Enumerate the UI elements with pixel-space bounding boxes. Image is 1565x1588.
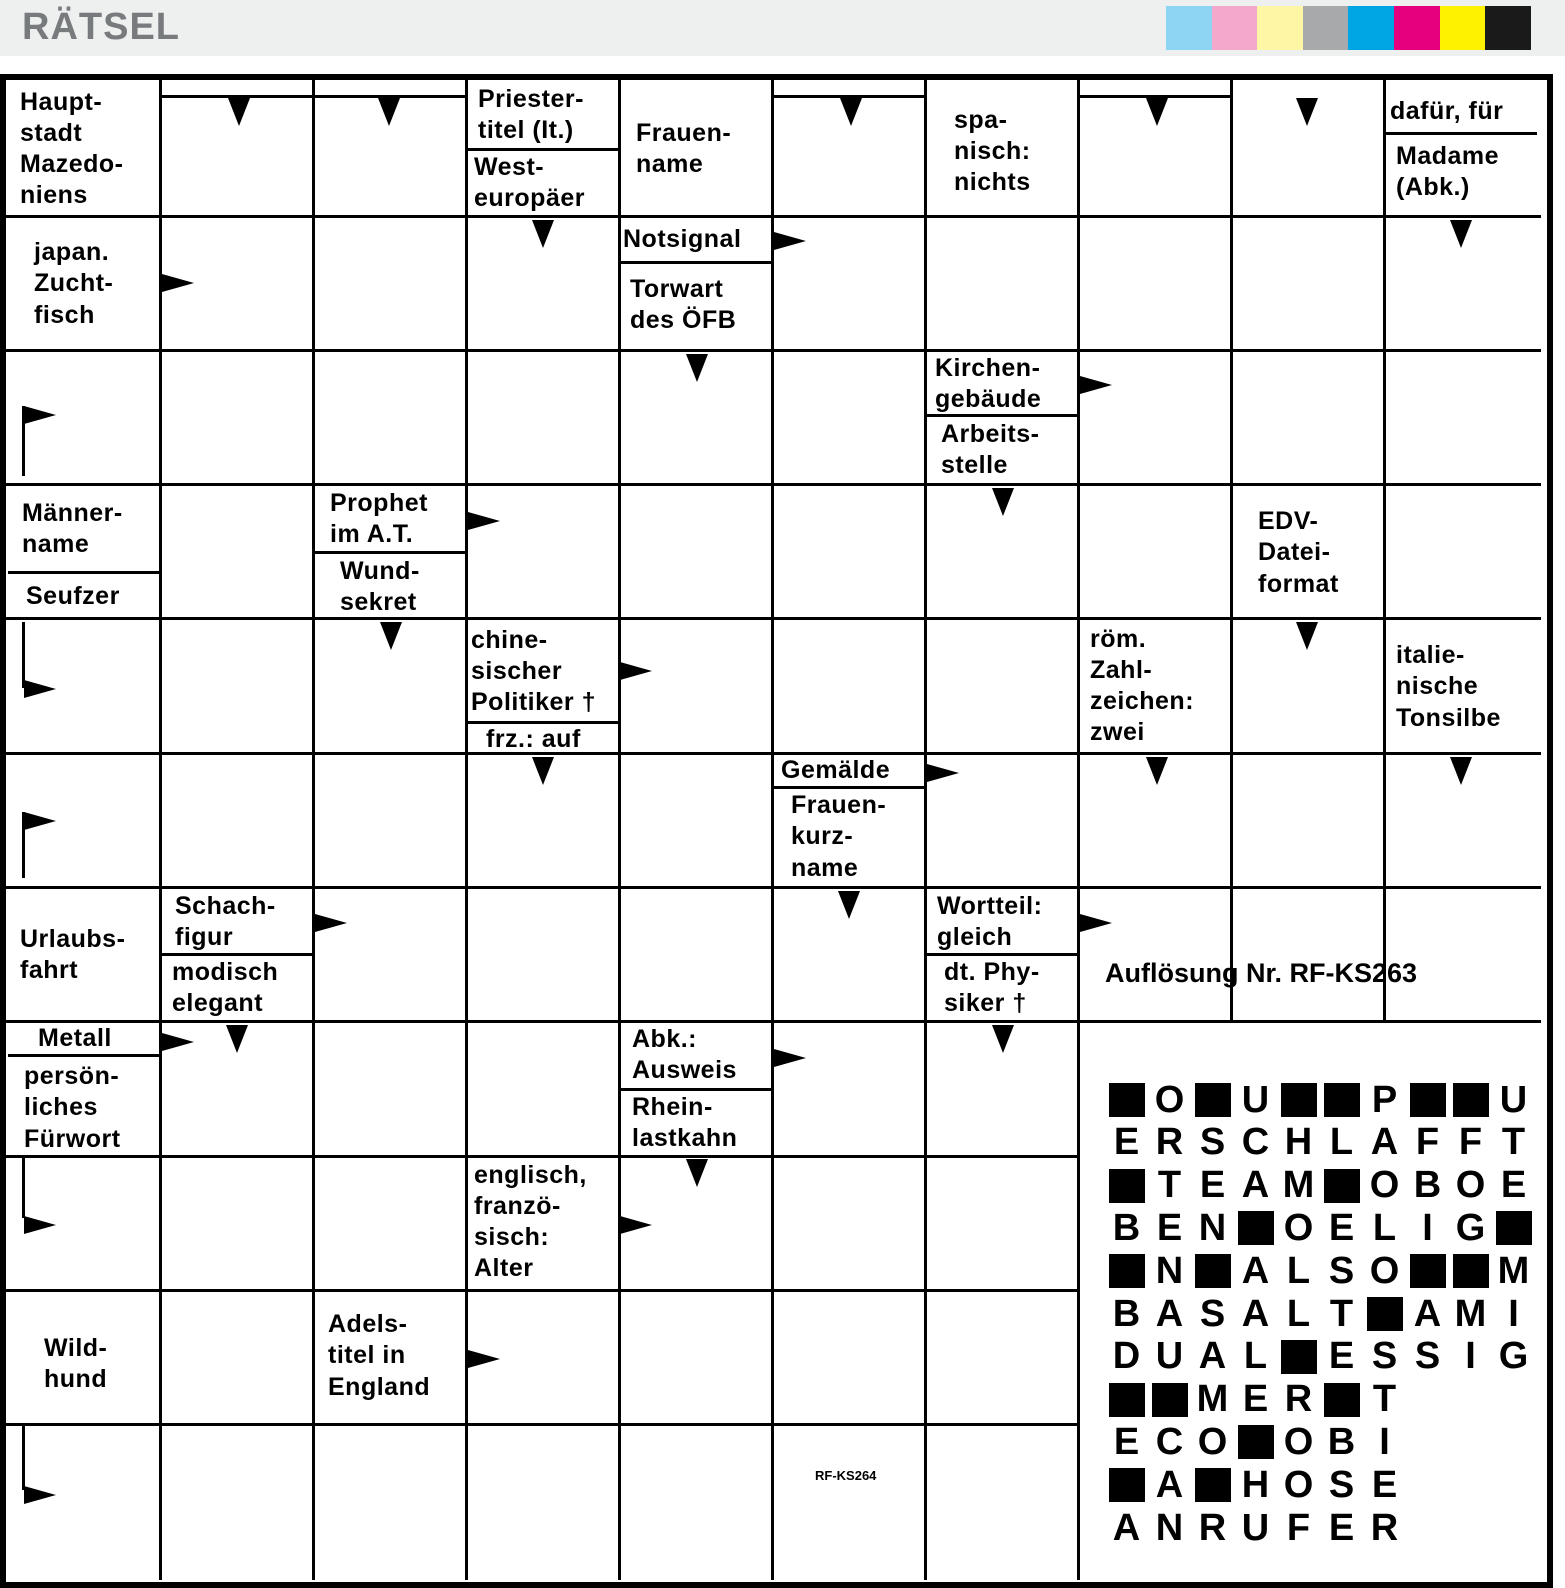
clue-schachfigur: Schach- figur: [175, 891, 276, 951]
solution-letter: U: [1241, 1506, 1270, 1549]
arrow-right-icon: [927, 764, 959, 782]
arrow-down-icon: [1146, 98, 1168, 126]
clue-kirchengebaeude: Kirchen- gebäude: [935, 353, 1042, 413]
arrow-right-icon: [468, 1350, 500, 1368]
solution-letter: O: [1369, 1249, 1400, 1292]
solution-letter: N: [1155, 1506, 1184, 1549]
clue-frz_auf: frz.: auf: [486, 725, 581, 754]
page-title: RÄTSEL: [22, 6, 180, 48]
solution-letter: P: [1371, 1078, 1398, 1121]
solution-letter: E: [1500, 1164, 1527, 1207]
solution-letter: S: [1199, 1121, 1226, 1164]
solution-letter: L: [1329, 1121, 1354, 1164]
grid-line: [619, 1088, 772, 1091]
solution-letter: M: [1196, 1378, 1229, 1421]
solution-letter: A: [1413, 1292, 1442, 1335]
grid-line: [0, 1289, 1078, 1292]
clue-physiker: dt. Phy- siker †: [944, 957, 1040, 1017]
solution-letter: R: [1370, 1506, 1399, 1549]
arrow-down-icon: [1296, 622, 1318, 650]
arrow-right-icon: [774, 232, 806, 250]
solution-letter: A: [1241, 1292, 1270, 1335]
solution-block: [1148, 1380, 1191, 1420]
solution-row: [1105, 1508, 1406, 1548]
solution-letter: N: [1198, 1206, 1227, 1249]
clue-chinesischer: chine- sischer Politiker †: [471, 625, 596, 717]
solution-letter: H: [1241, 1463, 1270, 1506]
clue-spanisch: spa- nisch: nichts: [954, 105, 1031, 197]
arrow-down-icon: [1450, 757, 1472, 785]
solution-row: [1105, 1123, 1535, 1163]
clue-dafuer: dafür, für: [1390, 97, 1504, 126]
grid-line: [0, 1423, 1078, 1426]
solution-letter: A: [1155, 1463, 1184, 1506]
solution-letter: E: [1328, 1335, 1355, 1378]
solution-block: [1105, 1166, 1148, 1206]
color-swatch: [1485, 6, 1531, 50]
arrow-right-icon: [774, 1049, 806, 1067]
solution-letter: S: [1199, 1292, 1226, 1335]
solution-block: [1277, 1337, 1320, 1377]
clue-torwart: Torwart des ÖFB: [630, 274, 737, 334]
arrow-down-icon: [686, 354, 708, 382]
clue-wildhund: Wild- hund: [44, 1333, 108, 1393]
grid-line: [466, 148, 619, 151]
arrow-right-icon: [1080, 376, 1112, 394]
solution-letter: F: [1458, 1121, 1483, 1164]
arrow-right-icon: [620, 662, 652, 680]
solution-row: [1105, 1251, 1535, 1291]
clue-fuerwort: persön- liches Fürwort: [24, 1062, 121, 1153]
color-calibration-bar: [1166, 6, 1531, 50]
clue-metall: Metall: [38, 1024, 112, 1053]
grid-line: [0, 1020, 1541, 1023]
solution-letter: C: [1155, 1420, 1184, 1463]
solution-block: [1191, 1251, 1234, 1291]
solution-row: [1105, 1080, 1535, 1120]
solution-block: [1320, 1380, 1363, 1420]
clue-madame: Madame (Abk.): [1396, 141, 1500, 201]
solution-block: [1105, 1380, 1148, 1420]
solution-letter: L: [1286, 1249, 1311, 1292]
solution-block: [1320, 1080, 1363, 1120]
color-swatch: [1166, 6, 1212, 50]
solution-block: [1105, 1251, 1148, 1291]
color-swatch: [1348, 6, 1394, 50]
solution-letter: S: [1371, 1335, 1398, 1378]
arrow-right-icon: [620, 1216, 652, 1234]
arrow-right-icon: [162, 1033, 194, 1051]
solution-letter: A: [1241, 1249, 1270, 1292]
arrow-right-icon: [24, 406, 56, 424]
arrow-right-icon: [24, 812, 56, 830]
solution-letter: M: [1282, 1164, 1315, 1207]
grid-line: [618, 74, 621, 1580]
solution-row: [1105, 1337, 1535, 1377]
clue-ausweis: Abk.: Ausweis: [632, 1024, 737, 1084]
solution-letter: E: [1113, 1121, 1140, 1164]
solution-letter: L: [1243, 1335, 1268, 1378]
arrow-right-icon: [24, 680, 56, 698]
solution-block: [1449, 1251, 1492, 1291]
solution-letter: T: [1157, 1164, 1182, 1207]
solution-letter: U: [1499, 1078, 1528, 1121]
solution-letter: O: [1283, 1206, 1314, 1249]
arrow-down-icon: [1146, 757, 1168, 785]
solution-letter: F: [1415, 1121, 1440, 1164]
clue-wortteil: Wortteil: gleich: [937, 891, 1043, 951]
solution-letter: E: [1113, 1420, 1140, 1463]
grid-line: [1384, 132, 1537, 135]
solution-block: [1234, 1422, 1277, 1462]
arrow-stem: [22, 1424, 25, 1490]
grid-line: [0, 886, 1541, 889]
clue-edv: EDV- Datei- format: [1258, 507, 1339, 598]
solution-letter: E: [1156, 1206, 1183, 1249]
solution-letter: O: [1283, 1420, 1314, 1463]
solution-letter: D: [1112, 1335, 1141, 1378]
solution-letter: B: [1112, 1206, 1141, 1249]
grid-line: [1077, 74, 1080, 1580]
arrow-down-icon: [226, 1025, 248, 1053]
solution-letter: C: [1241, 1121, 1270, 1164]
solution-block: [1191, 1080, 1234, 1120]
clue-maennername: Männer- name: [22, 498, 123, 558]
solution-row: [1105, 1294, 1535, 1334]
solution-letter: A: [1155, 1292, 1184, 1335]
solution-letter: N: [1155, 1249, 1184, 1292]
grid-line: [8, 571, 160, 574]
solution-letter: I: [1379, 1420, 1390, 1463]
solution-letter: E: [1328, 1506, 1355, 1549]
arrow-down-icon: [992, 1025, 1014, 1053]
solution-letter: S: [1328, 1249, 1355, 1292]
clue-arbeitsstelle: Arbeits- stelle: [941, 419, 1040, 479]
solution-block: [1449, 1080, 1492, 1120]
clue-italienisch: italie- nische Tonsilbe: [1396, 641, 1501, 732]
arrow-down-icon: [1296, 98, 1318, 126]
solution-block: [1105, 1080, 1148, 1120]
solution-letter: I: [1422, 1206, 1433, 1249]
arrow-down-icon: [228, 98, 250, 126]
solution-block: [1492, 1208, 1535, 1248]
arrow-down-icon: [378, 98, 400, 126]
color-swatch: [1394, 6, 1440, 50]
solution-letter: A: [1198, 1335, 1227, 1378]
solution-row: [1105, 1380, 1406, 1420]
solution-block: [1277, 1080, 1320, 1120]
clue-notsignal: Notsignal: [623, 225, 742, 254]
solution-block: [1105, 1465, 1148, 1505]
clue-frauenkurzname: Frauen- kurz- name: [791, 791, 887, 882]
solution-block: [1363, 1294, 1406, 1334]
arrow-right-icon: [1080, 914, 1112, 932]
solution-letter: O: [1455, 1164, 1486, 1207]
solution-block: [1406, 1251, 1449, 1291]
clue-westeuropaeer: West- europäer: [474, 152, 585, 212]
grid-line: [160, 953, 313, 956]
solution-letter: B: [1327, 1420, 1356, 1463]
solution-row: [1105, 1422, 1406, 1462]
clue-adelstitel: Adels- titel in England: [328, 1310, 431, 1401]
solution-block: [1191, 1465, 1234, 1505]
solution-letter: E: [1371, 1463, 1398, 1506]
solution-row: [1105, 1465, 1406, 1505]
arrow-right-icon: [24, 1486, 56, 1504]
arrow-stem: [22, 812, 25, 878]
solution-letter: E: [1199, 1164, 1226, 1207]
grid-line: [925, 953, 1078, 956]
solution-block: [1320, 1166, 1363, 1206]
solution-letter: T: [1329, 1292, 1354, 1335]
solution-letter: I: [1465, 1335, 1476, 1378]
grid-line: [312, 74, 315, 1580]
puzzle-code: RF-KS264: [815, 1468, 877, 1483]
clue-priester: Priester- titel (It.): [478, 84, 584, 144]
solution-letter: A: [1241, 1164, 1270, 1207]
clue-frauenname1: Frauen- name: [636, 118, 732, 178]
color-swatch: [1212, 6, 1258, 50]
solution-letter: M: [1454, 1292, 1487, 1335]
solution-block: [1406, 1080, 1449, 1120]
solution-letter: S: [1328, 1463, 1355, 1506]
solution-letter: U: [1241, 1078, 1270, 1121]
solution-letter: E: [1242, 1378, 1269, 1421]
grid-line: [0, 617, 1541, 620]
color-swatch: [1303, 6, 1349, 50]
grid-line: [0, 483, 1541, 486]
arrow-right-icon: [24, 1216, 56, 1234]
clue-urlaubsfahrt: Urlaubs- fahrt: [20, 924, 126, 984]
solution-letter: O: [1197, 1420, 1228, 1463]
solution-letter: T: [1372, 1378, 1397, 1421]
clue-alter: englisch, franzö- sisch: Alter: [474, 1160, 587, 1283]
solution-letter: E: [1328, 1206, 1355, 1249]
arrow-right-icon: [315, 914, 347, 932]
solution-letter: L: [1286, 1292, 1311, 1335]
solution-letter: G: [1498, 1335, 1529, 1378]
solution-letter: H: [1284, 1121, 1313, 1164]
solution-letter: B: [1413, 1164, 1442, 1207]
color-swatch: [1257, 6, 1303, 50]
solution-letter: O: [1283, 1463, 1314, 1506]
grid-line: [0, 752, 1541, 755]
solution-letter: A: [1370, 1121, 1399, 1164]
solution-letter: I: [1508, 1292, 1519, 1335]
clue-seufzer: Seufzer: [26, 582, 120, 611]
arrow-down-icon: [532, 757, 554, 785]
solution-letter: U: [1155, 1335, 1184, 1378]
grid-line: [0, 349, 1541, 352]
solution-letter: A: [1112, 1506, 1141, 1549]
clue-prophet: Prophet im A.T.: [330, 488, 428, 548]
solution-letter: T: [1501, 1121, 1526, 1164]
clue-gemaelde: Gemälde: [781, 756, 891, 785]
clue-rheinlastkahn: Rhein- lastkahn: [632, 1092, 738, 1152]
grid-line: [313, 551, 466, 554]
clue-wundsekret: Wund- sekret: [340, 556, 420, 616]
solution-letter: R: [1198, 1506, 1227, 1549]
solution-letter: O: [1154, 1078, 1185, 1121]
arrow-down-icon: [686, 1159, 708, 1187]
solution-title: Auflösung Nr. RF-KS263: [1105, 958, 1418, 988]
color-swatch: [1440, 6, 1486, 50]
clue-zuchtfisch: japan. Zucht- fisch: [34, 238, 114, 329]
arrow-down-icon: [992, 488, 1014, 516]
solution-block: [1234, 1208, 1277, 1248]
arrow-right-icon: [162, 274, 194, 292]
arrow-down-icon: [380, 622, 402, 650]
arrow-down-icon: [840, 98, 862, 126]
solution-letter: G: [1455, 1206, 1486, 1249]
solution-letter: R: [1284, 1378, 1313, 1421]
solution-letter: O: [1369, 1164, 1400, 1207]
arrow-down-icon: [532, 220, 554, 248]
solution-letter: M: [1497, 1249, 1530, 1292]
clue-hauptstadt: Haupt- stadt Mazedo- niens: [20, 87, 124, 210]
solution-row: [1105, 1208, 1535, 1248]
clue-modisch: modisch elegant: [172, 957, 279, 1017]
grid-line: [0, 215, 1541, 218]
solution-letter: B: [1112, 1292, 1141, 1335]
solution-letter: L: [1372, 1206, 1397, 1249]
solution-row: [1105, 1166, 1535, 1206]
solution-letter: F: [1286, 1506, 1311, 1549]
arrow-stem: [22, 406, 25, 476]
clue-roem: röm. Zahl- zeichen: zwei: [1090, 624, 1195, 747]
arrow-down-icon: [1450, 220, 1472, 248]
arrow-right-icon: [468, 512, 500, 530]
solution-letter: S: [1414, 1335, 1441, 1378]
grid-line: [619, 261, 772, 264]
arrow-stem: [22, 622, 25, 688]
header-bar: [0, 0, 1565, 56]
arrow-stem: [22, 1156, 25, 1218]
arrow-down-icon: [838, 891, 860, 919]
solution-letter: R: [1155, 1121, 1184, 1164]
